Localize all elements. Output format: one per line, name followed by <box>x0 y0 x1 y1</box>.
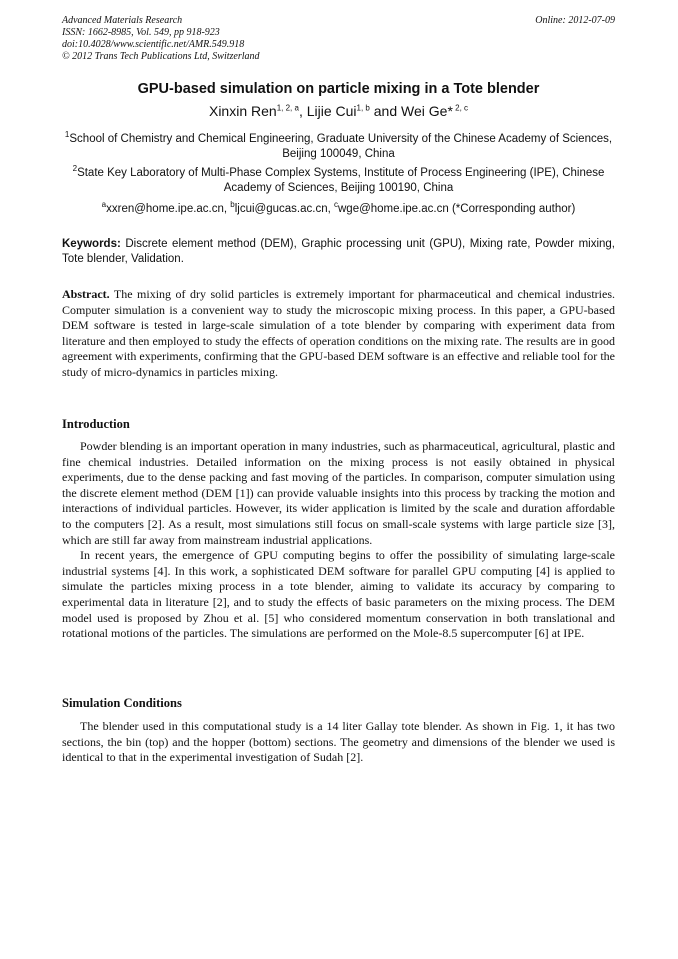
email-text: wge@home.ipe.ac.cn (*Corresponding author) <box>338 203 576 215</box>
simulation-body <box>62 719 615 766</box>
online-date: Online: 2012-07-09 <box>535 15 615 26</box>
abstract-block <box>62 287 615 381</box>
abstract-label: Abstract. <box>62 287 110 301</box>
affiliation-text: State Key Laboratory of Multi-Phase Complex Systems, Institute of Process Engineering (IPE), Chinese Academy of Sciences, Beijing 100190, China <box>77 167 605 194</box>
introduction-body <box>62 439 615 642</box>
author-name: Lijie Cui <box>306 103 357 119</box>
paragraph: Powder blending is an important operation in many industries, such as pharmaceutical, agricultural, plastic and fine chemical industries. Detailed information on the mixing process is not easily obtained in physical experiments, due to the dense packing and fast moving of the particles. In comparison, computer simulation using the discrete element method (DEM [1]) can provide valuable insights into this process by tracking the motion and interactions of individual particles. However, its wider application is limited by the scale and duration affordable to the computers [2]. As a result, most simulations still focus on small-scale systems with large particle size [3], which are still far away from mainstream industrial applications. <box>62 439 615 547</box>
copyright-line: © 2012 Trans Tech Publications Ltd, Switzerland <box>62 51 260 62</box>
keywords-text: Discrete element method (DEM), Graphic processing unit (GPU), Mixing rate, Powder mixing, Tote blender, Validation. <box>62 238 615 265</box>
affiliation-text: School of Chemistry and Chemical Engineering, Graduate University of the Chinese Academy of Sciences, Beijing 100049, China <box>69 133 613 160</box>
affiliation-1 <box>62 132 615 162</box>
author-emails <box>62 202 615 217</box>
email-text: xxren@home.ipe.ac.cn, <box>106 203 231 215</box>
author-separator: and <box>369 103 402 119</box>
affiliation-superscript: 1 <box>64 130 70 140</box>
author-separator: , <box>298 103 307 119</box>
author-list <box>62 103 615 119</box>
affiliation-2 <box>62 166 615 196</box>
keywords-block <box>62 237 615 267</box>
author-superscript: 2, c <box>452 103 469 113</box>
paper-title: GPU-based simulation on particle mixing in a Tote blender <box>137 81 540 97</box>
author-superscript: 1, b <box>356 103 370 113</box>
email-superscript: c <box>334 200 338 210</box>
paragraph: The blender used in this computational study is a 14 liter Gallay tote blender. As shown in Fig. 1, it has two sections, the bin (top) and the hopper (bottom) sections. The geometry and dimensions of the blender we used is identical to that in the experimental investigation of Sudah [2]. <box>62 719 615 765</box>
author-name: Wei Ge* <box>401 103 453 119</box>
email-text: ljcui@gucas.ac.cn, <box>234 203 334 215</box>
email-superscript: a <box>101 200 107 210</box>
author-name: Xinxin Ren <box>208 103 277 119</box>
doi-line: doi:10.4028/www.scientific.net/AMR.549.918 <box>62 39 245 50</box>
journal-name: Advanced Materials Research <box>62 15 183 26</box>
email-superscript: b <box>230 200 235 210</box>
keywords-label: Keywords: <box>62 238 121 250</box>
paragraph: In recent years, the emergence of GPU computing begins to offer the possibility of simulating large-scale industrial systems [4]. In this work, a sophisticated DEM software for parallel GPU computing [4] is applied to simulate the particles mixing process in a tote blender, aiming to validate its accuracy by comparing to experimental data in literature [2], and to study the effects of basic parameters on the mixing process. The DEM model used is proposed by Zhou et al. [5] who considered momentum conservation in both translational and rotational motions of the particles. The simulations are performed on the Mole-8.5 supercomputer [6] at IPE. <box>62 548 615 641</box>
journal-header <box>62 15 260 63</box>
section-heading-simulation-conditions: Simulation Conditions <box>62 696 182 710</box>
author-superscript: 1, 2, a <box>276 103 299 113</box>
abstract-text: The mixing of dry solid particles is extremely important for pharmaceutical and chemical industries. Computer simulation is a convenient way to study the microscopic mixing process. In this paper, a GPU-based DEM software is tested in large-scale simulation of a tote blender by comparing with experiment data from literature and then employed to study the effects of operation conditions on the mixing rate. The results are in good agreement with experiments, confirming that the GPU-based DEM software is an effective and reliable tool for the study of micro-dynamics in particles mixing. <box>62 287 615 379</box>
issn-line: ISSN: 1662-8985, Vol. 549, pp 918-923 <box>62 27 220 38</box>
affiliation-superscript: 2 <box>72 164 78 174</box>
section-heading-introduction: Introduction <box>62 417 130 431</box>
